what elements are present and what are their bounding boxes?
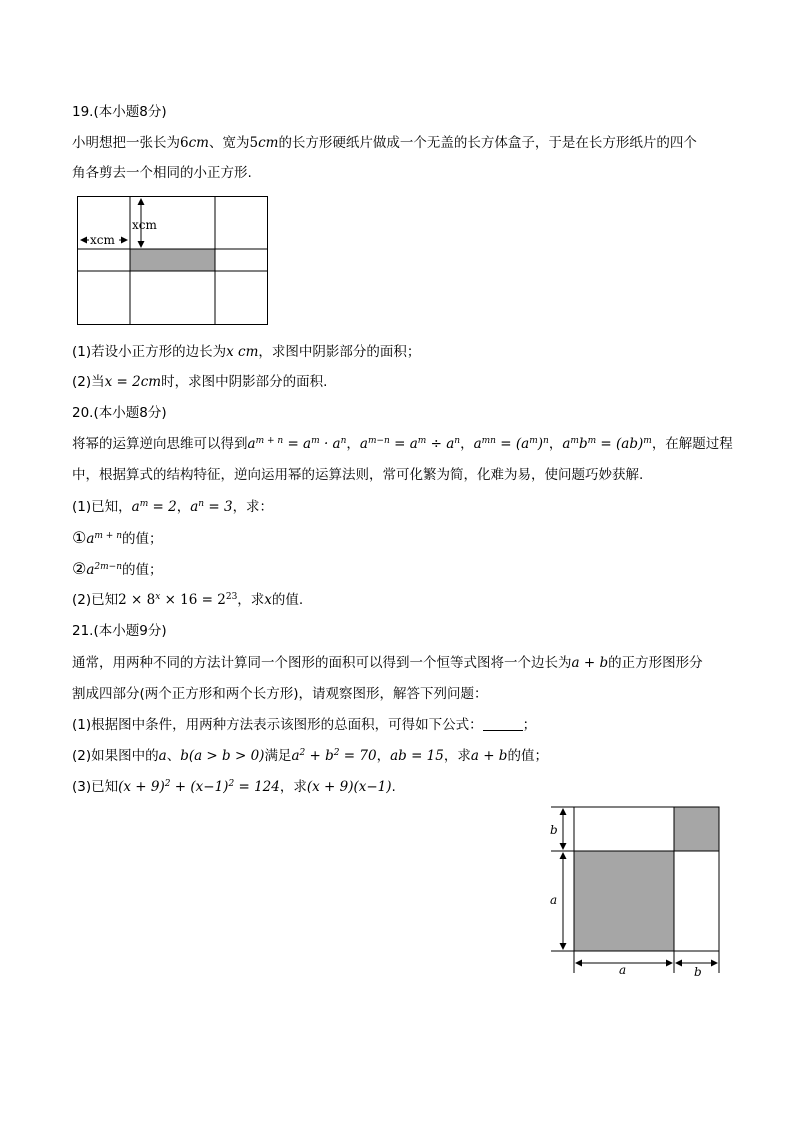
q19-shaded-region [130, 249, 215, 271]
q21-part3: (3)已知$(x + 9)^2 + (x-1)^2 = 124$，求(x + 9)(x−1). [72, 779, 396, 795]
q20-part2: (2)已知$2 \times 8^x \times 16 = 2^{23}$，求x的值. [72, 592, 304, 608]
q21-label-a-bottom: a [619, 963, 627, 977]
answer-blank[interactable] [483, 718, 523, 731]
q19-intro-line2: 角各剪去一个相同的小正方形. [72, 165, 252, 181]
q19-part2: (2)当x = 2cm时，求图中阴影部分的面积. [72, 374, 328, 390]
q21-intro-line2: 割成四部分(两个正方形和两个长方形)，请观察图形，解答下列问题： [72, 686, 488, 702]
q20-intro-line1: 将幂的运算逆向思维可以得到$a^{m + n} = a^m \cdot a^n$，$a^{m-n} = a^m \div a^n$，$a^{mn} = (a^m)^n$，$a^mb^m = (ab)^m$，在解题过程 [72, 436, 733, 452]
q19-part1: (1)若设小正方形的边长为x cm，求图中阴影部分的面积； [72, 344, 421, 360]
q21-part1: (1)根据图中条件，用两种方法表示该图形的总面积，可得如下公式： ； [72, 717, 537, 733]
q21-header: 21.(本小题9分) [72, 623, 167, 639]
q21-square-a [574, 851, 674, 951]
q21-label-b-left: b [550, 823, 558, 837]
q20-sub1: $①a^{m + n}$的值； [72, 528, 163, 547]
q19-intro-line1: 小明想把一张长为6cm、宽为5cm的长方形硬纸片做成一个无盖的长方体盒子，于是在长方形纸片的四个 [72, 135, 697, 151]
q19-label-v: xcm [132, 218, 157, 232]
q21-intro-line1: 通常，用两种不同的方法计算同一个图形的面积可以得到一个恒等式图将一个边长为a + b的正方形图形分 [72, 655, 703, 671]
q21-label-a-left: a [550, 893, 558, 907]
q19-figure [77, 196, 269, 326]
q21-square-b [674, 807, 719, 851]
q19-label-h: xcm [90, 233, 115, 247]
q21-figure [545, 805, 725, 980]
q21-part2: (2)如果图中的a、b(a > b > 0)满足$a^2 + b^2 = 70$，ab = 15，求a + b的值； [72, 748, 548, 764]
q19-header: 19.(本小题8分) [72, 104, 167, 120]
q20-intro-line2: 中，根据算式的结构特征，逆向运用幂的运算法则，常可化繁为简，化难为易，使问题巧妙获解. [72, 467, 644, 483]
q20-sub2: $②a^{2m-n}$的值； [72, 559, 163, 578]
q20-part1: (1)已知，$a^m = 2$，$a^n = 3$，求： [72, 499, 274, 515]
q21-label-b-bottom: b [694, 965, 702, 979]
q20-header: 20.(本小题8分) [72, 405, 167, 421]
